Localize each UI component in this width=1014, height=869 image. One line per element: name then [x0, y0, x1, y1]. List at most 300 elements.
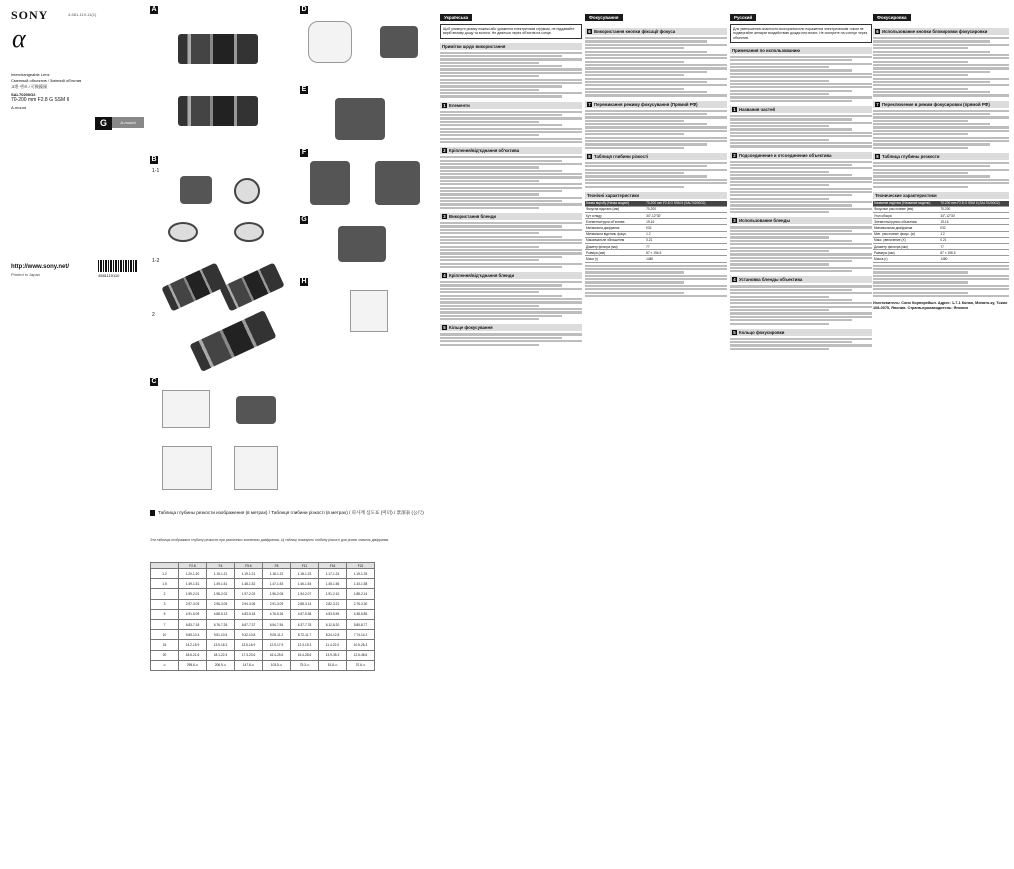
lens-illustration: [219, 263, 284, 312]
panel-label-a: A: [151, 6, 157, 13]
text-line: [730, 139, 829, 141]
text-line: [730, 309, 829, 311]
section-heading: 2 Подсоединение и отсоединение объектива: [730, 152, 872, 159]
section-heading: 1 Названия частей: [730, 106, 872, 113]
text-line: [440, 291, 539, 293]
table-cell: 6.83-7.18: [179, 619, 207, 629]
table-cell: 1.17-1.24: [319, 569, 347, 579]
table-cell: 2.82-3.21: [319, 599, 347, 609]
table-cell: 7.74-14.2: [347, 630, 375, 640]
text-line: [585, 88, 684, 90]
text-line: [585, 40, 707, 42]
text-line: [730, 122, 872, 124]
text-line: [585, 51, 707, 53]
table-cell: 1.94-2.07: [291, 589, 319, 599]
panel-label-h: H: [301, 278, 307, 285]
section-heading: Технічні характеристики: [585, 192, 727, 199]
text-line: [730, 184, 829, 186]
text-line: [730, 250, 829, 252]
text-line: [730, 191, 872, 193]
text-line: [585, 143, 707, 145]
text-line: [873, 61, 968, 63]
table-cell: 6.67-7.37: [235, 619, 263, 629]
text-line: [585, 137, 727, 139]
cover-line: Interchangeable Lens: [11, 72, 50, 77]
text-line: [873, 186, 968, 188]
text-line: [440, 239, 582, 241]
dof-header-cell: F5.6: [235, 563, 263, 569]
table-cell: 1.47-1.53: [263, 579, 291, 589]
table-cell: 206.9-∞: [207, 660, 235, 670]
table-cell: 1.88-2.14: [347, 589, 375, 599]
text-line: [440, 52, 582, 54]
table-cell: 9.32-10.8: [235, 630, 263, 640]
sub-label: 2: [152, 312, 155, 318]
table-cell: 4.38-5.85: [347, 609, 375, 619]
section-heading: 5 Кільце фокусування: [440, 324, 582, 331]
text-line: [873, 64, 1009, 66]
text-line: [873, 47, 968, 49]
cover-block: [8, 6, 146, 336]
text-line: [440, 82, 582, 84]
russian-column-2: [873, 6, 1009, 310]
table-cell: 15.4-28.6: [291, 650, 319, 660]
text-line: [873, 126, 1009, 128]
focus-hold-illustration: [338, 226, 386, 262]
text-line: [585, 292, 684, 294]
table-row: Элементы/группы объектива 19-16: [873, 219, 1009, 225]
text-line: [873, 40, 990, 42]
text-line: [730, 247, 872, 249]
text-line: [730, 145, 872, 147]
text-line: [585, 84, 727, 86]
text-line: [873, 147, 968, 149]
panel-label-e: E: [301, 86, 307, 93]
text-line: [440, 256, 562, 258]
dof-header-cell: F11: [291, 563, 319, 569]
text-line: [730, 319, 852, 321]
table-row: Макс. увеличение (X) 0.21: [873, 237, 1009, 243]
section-heading: 5 Кольцо фокусировки: [730, 329, 872, 336]
dof-header-cell: F8: [263, 563, 291, 569]
section-heading: 6 Використання кнопки фіксації фокуса: [585, 28, 727, 35]
text-line: [585, 37, 727, 39]
table-cell: 4.88-5.13: [207, 609, 235, 619]
text-line: [730, 93, 829, 95]
text-line: [440, 281, 582, 283]
text-line: [730, 132, 872, 134]
spec-header-row: Название изделия (Название модели) 70-200 mm F2.8 G SSM II (SAL70200G2): [873, 201, 1009, 207]
table-cell: 1.5: [151, 579, 179, 589]
text-line: [873, 88, 968, 90]
table-row: [151, 609, 375, 619]
text-line: [440, 62, 539, 64]
text-line: [873, 292, 968, 294]
table-cell: 147.8-∞: [235, 660, 263, 670]
text-line: [730, 83, 872, 85]
tripod-mount-illustration: [234, 446, 278, 490]
text-line: [730, 270, 852, 272]
table-cell: 1.19-1.21: [235, 569, 263, 579]
text-line: [730, 208, 872, 210]
text-line: [440, 203, 582, 205]
table-cell: 1.45-1.56: [319, 579, 347, 589]
text-line: [440, 121, 539, 123]
language-tab: Фокусировка: [873, 14, 911, 21]
table-cell: 7: [151, 619, 179, 629]
section-heading: 1 Елементи: [440, 102, 582, 109]
barcode: [98, 260, 138, 272]
table-cell: 1.48-1.52: [235, 579, 263, 589]
table-cell: 4.91-5.09: [179, 609, 207, 619]
table-cell: 9.65-10.4: [179, 630, 207, 640]
text-line: [440, 117, 582, 119]
table-row: Мин. расстояние фокус. (м) 1.2: [873, 231, 1009, 237]
table-row: Елементи/групи об'єктива 19-16: [585, 219, 727, 225]
text-line: [585, 110, 727, 112]
table-row: [151, 640, 375, 650]
text-line: [585, 147, 684, 149]
text-line: [440, 138, 582, 140]
table-cell: 2: [151, 589, 179, 599]
text-line: [440, 266, 562, 268]
text-line: [585, 186, 684, 188]
text-line: [440, 79, 582, 81]
table-cell: 18.6-21.6: [179, 650, 207, 660]
table-cell: 6.37-7.78: [291, 619, 319, 629]
text-line: [873, 165, 990, 167]
lens-cap-illustration: [234, 178, 260, 204]
text-line: [440, 252, 582, 254]
table-row: Діаметр фільтра (мм) 77: [585, 244, 727, 250]
text-line: [440, 284, 562, 286]
text-line: [873, 74, 968, 76]
table-row: Масса (г) 1480: [873, 256, 1009, 262]
section-heading: Примечания по использованию: [730, 47, 872, 54]
text-line: [440, 259, 539, 261]
text-line: [440, 141, 582, 143]
table-row: Кут огляду 34°-12°30': [585, 213, 727, 219]
text-line: [873, 91, 990, 93]
text-line: [873, 175, 990, 177]
sub-label: 1-1: [152, 168, 160, 174]
text-line: [440, 207, 539, 209]
table-cell: 2.76-3.30: [347, 599, 375, 609]
table-cell: 12.6-48.6: [347, 650, 375, 660]
text-line: [440, 156, 582, 158]
text-line: [440, 288, 582, 290]
table-cell: 14.2-15.9: [179, 640, 207, 650]
switch-illustration: [375, 161, 420, 205]
text-line: [873, 116, 1009, 118]
text-line: [873, 110, 1009, 112]
text-line: [440, 187, 582, 189]
text-line: [873, 133, 968, 135]
text-line: [873, 265, 1009, 267]
text-line: [585, 140, 727, 142]
table-cell: 11.4-22.0: [319, 640, 347, 650]
dof-header-cell: F22: [347, 563, 375, 569]
table-cell: 5.85-8.77: [347, 619, 375, 629]
text-line: [730, 80, 829, 82]
panel-label-c: C: [151, 378, 157, 385]
table-cell: 1.18-1.23: [291, 569, 319, 579]
table-cell: 3: [151, 599, 179, 609]
text-line: [730, 76, 872, 78]
dmf-illustration: [350, 290, 388, 332]
text-line: [585, 175, 707, 177]
text-line: [440, 111, 582, 113]
table-cell: 9.05-11.2: [263, 630, 291, 640]
table-row: Фокусна відстань (мм) 70-200: [585, 206, 727, 212]
text-line: [585, 278, 727, 280]
text-line: [440, 114, 562, 116]
text-line: [730, 118, 852, 120]
text-line: [730, 181, 872, 183]
text-line: [730, 161, 872, 163]
text-line: [730, 167, 872, 169]
table-cell: 2.96-3.05: [207, 599, 235, 609]
text-line: [730, 204, 852, 206]
dof-title: Таблица глубины резкости изображения (в метрах) / Таблиця глибини різкості (в метрах) / 피사계 심도표 (미터) / 景深表 (公尺): [150, 510, 430, 516]
text-line: [730, 260, 852, 262]
table-cell: 1.96-2.05: [263, 589, 291, 599]
text-line: [440, 173, 582, 175]
tripod-mount-illustration: [236, 396, 276, 424]
text-line: [730, 289, 852, 291]
warning-box: Щоб уникнути ризику пожежі або ураження електричним струмом, не піддавайте виріб впливу дощу та вологи. Не дивіться через об'єктив на сонце.: [440, 24, 582, 39]
cover-line: Сменный объектив / Змінний об'єктив: [11, 78, 82, 83]
text-line: [730, 56, 872, 58]
text-line: [440, 333, 582, 335]
language-tab: Фокусування: [585, 14, 623, 21]
text-line: [730, 230, 852, 232]
text-line: [873, 179, 1009, 181]
text-line: [585, 94, 727, 96]
table-row: Маса (г) 1480: [585, 256, 727, 262]
text-line: [440, 92, 582, 94]
dof-table: [150, 562, 375, 671]
text-line: [873, 78, 1009, 80]
text-line: [873, 123, 990, 125]
table-cell: 5: [151, 609, 179, 619]
text-line: [585, 265, 727, 267]
figure-panels: [150, 6, 430, 496]
text-line: [440, 134, 539, 136]
table-cell: 12.9-17.9: [263, 640, 291, 650]
text-line: [440, 197, 582, 199]
tripod-mount-illustration: [162, 446, 212, 490]
g-lens-badge: G: [95, 117, 112, 130]
table-cell: ∞: [151, 660, 179, 670]
text-line: [873, 71, 990, 73]
cover-line: 교환 렌즈 / 可換鏡頭: [11, 84, 47, 89]
lens-illustration: [178, 34, 258, 64]
text-line: [440, 308, 582, 310]
switch-illustration: [310, 161, 350, 205]
text-line: [585, 126, 727, 128]
lens-cap-illustration: [234, 222, 264, 242]
table-cell: 1.91-2.10: [319, 589, 347, 599]
text-line: [873, 295, 1009, 297]
section-heading: 3 Використання бленди: [440, 213, 582, 220]
barcode-number: 4581119110: [98, 273, 120, 278]
text-line: [730, 73, 872, 75]
text-line: [440, 301, 582, 303]
text-line: [730, 316, 872, 318]
text-line: [440, 232, 539, 234]
text-line: [730, 306, 872, 308]
text-line: [873, 288, 1009, 290]
lens-illustration: [178, 96, 258, 126]
text-line: [585, 169, 727, 171]
text-line: [585, 179, 727, 181]
text-line: [585, 44, 727, 46]
table-row: Угол обзора 34°-12°30': [873, 213, 1009, 219]
text-line: [440, 193, 539, 195]
table-row: [151, 579, 375, 589]
text-line: [585, 130, 727, 132]
focus-ring-illustration: [335, 98, 385, 140]
spec-table: [585, 201, 727, 263]
language-tab: Українська: [440, 14, 472, 21]
text-line: [585, 123, 707, 125]
table-cell: 12.3-19.3: [291, 640, 319, 650]
table-cell: 2.88-3.14: [291, 599, 319, 609]
text-line: [730, 226, 872, 228]
text-line: [873, 268, 1009, 270]
text-line: [730, 312, 872, 314]
text-line: [873, 285, 1009, 287]
text-line: [730, 188, 872, 190]
text-line: [585, 172, 684, 174]
text-line: [440, 344, 539, 346]
text-line: [585, 74, 684, 76]
table-cell: 1.98-2.02: [207, 589, 235, 599]
panel-label-g: G: [301, 216, 307, 223]
text-line: [585, 268, 727, 270]
table-cell: 4.83-5.18: [235, 609, 263, 619]
text-line: [440, 163, 582, 165]
text-line: [440, 176, 582, 178]
panel-label-f: F: [301, 149, 307, 156]
text-line: [585, 295, 727, 297]
text-line: [730, 201, 872, 203]
table-cell: 1.20-1.20: [179, 569, 207, 579]
table-row: [151, 589, 375, 599]
text-line: [730, 299, 852, 301]
text-line: [730, 171, 829, 173]
text-line: [730, 177, 872, 179]
table-cell: 4.53-5.59: [319, 609, 347, 619]
text-line: [730, 348, 829, 350]
text-line: [730, 302, 872, 304]
text-line: [873, 278, 1009, 280]
text-line: [873, 271, 968, 273]
table-row: Максимальне збільшення 0.21: [585, 237, 727, 243]
text-line: [585, 281, 684, 283]
section-heading: 6 Использование кнопки блокировки фокусировки: [873, 28, 1009, 35]
table-cell: 13.9-16.3: [207, 640, 235, 650]
lens-illustration: [161, 263, 226, 312]
text-line: [440, 249, 582, 251]
text-line: [873, 143, 990, 145]
model-code: SAL70200G2: [11, 92, 36, 97]
text-line: [585, 64, 727, 66]
text-line: [873, 281, 968, 283]
table-row: Фокусное расстояние (мм) 70-200: [873, 206, 1009, 212]
printed-in: Printed in Japan: [11, 272, 40, 277]
text-line: [730, 257, 872, 259]
text-line: [730, 198, 829, 200]
section-heading: 7 Переключение в режим фокусировки (прямой РФ): [873, 101, 1009, 108]
text-line: [873, 137, 1009, 139]
table-cell: 1.97-2.03: [235, 589, 263, 599]
table-row: [151, 569, 375, 579]
text-line: [873, 57, 1009, 59]
hood-illustration: [380, 26, 418, 58]
text-line: [730, 285, 872, 287]
text-line: [730, 125, 829, 127]
section-heading: 4 Кріплення/від'єднання бленди: [440, 272, 582, 279]
text-line: [585, 165, 707, 167]
table-cell: 4.76-5.26: [263, 609, 291, 619]
text-line: [730, 323, 829, 325]
language-tab: Русский: [730, 14, 756, 21]
text-line: [440, 229, 582, 231]
table-cell: 10: [151, 630, 179, 640]
sony-url[interactable]: http://www.sony.net/: [11, 264, 69, 270]
dof-header-cell: F16: [319, 563, 347, 569]
text-line: [440, 72, 582, 74]
text-line: [440, 246, 539, 248]
text-line: [585, 47, 684, 49]
text-line: [440, 311, 582, 313]
dof-section: [150, 510, 430, 760]
text-line: [440, 337, 562, 339]
text-line: [440, 131, 582, 133]
text-line: [440, 58, 582, 60]
table-cell: 6.12-8.20: [319, 619, 347, 629]
text-line: [585, 57, 727, 59]
table-cell: 17.3-23.6: [235, 650, 263, 660]
table-row: [151, 619, 375, 629]
text-line: [873, 54, 1009, 56]
table-row: [151, 599, 375, 609]
text-line: [730, 128, 852, 130]
table-cell: 13.9-35.3: [319, 650, 347, 660]
table-cell: 1.99-2.01: [179, 589, 207, 599]
text-line: [440, 222, 582, 224]
text-line: [730, 96, 872, 98]
text-line: [873, 120, 968, 122]
tripod-mount-illustration: [162, 390, 210, 428]
section-heading: 8 Таблица глубины резкости: [873, 153, 1009, 160]
text-line: [585, 67, 727, 69]
text-line: [730, 174, 852, 176]
table-cell: 1.2: [151, 569, 179, 579]
text-line: [585, 275, 727, 277]
table-cell: 1.19-1.21: [207, 569, 235, 579]
text-line: [730, 267, 872, 269]
text-line: [585, 133, 684, 135]
text-line: [873, 51, 990, 53]
text-line: [730, 135, 872, 137]
text-line: [730, 66, 829, 68]
text-line: [585, 78, 727, 80]
section-heading: Технические характеристики: [873, 192, 1009, 199]
text-line: [585, 285, 727, 287]
